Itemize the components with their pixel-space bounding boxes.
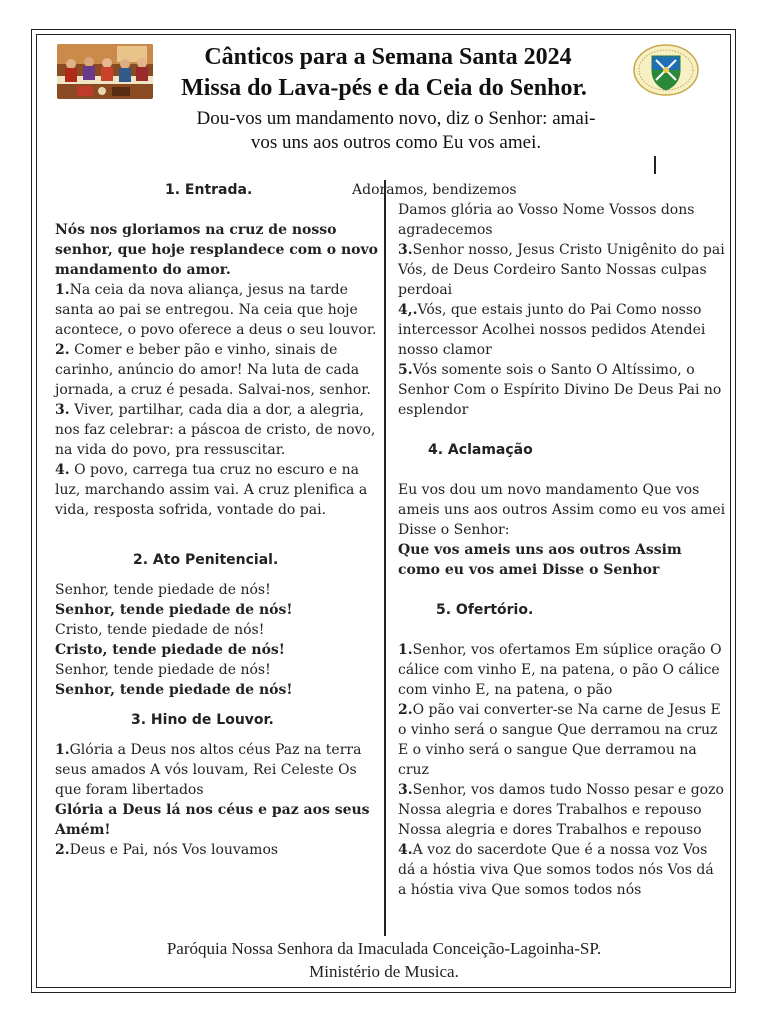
section-heading-entrada: 1. Entrada. (165, 182, 253, 198)
section-heading-aclamacao: 4. Aclamação (428, 442, 533, 458)
hino-verse-2: 2.Deus e Pai, nós Vos louvamos (55, 842, 279, 858)
entrada-verse-2: 2. Comer e beber pão e vinho, sinais de carinho, anúncio do amor! Na luta de cada jornada, a cruz é pesada. Salvai-nos, senhor. (55, 342, 371, 398)
entrada-verse-1: 1.Na ceia da nova aliança, jesus na tarde santa ao pai se entregou. Na ceia que hoje acontece, o povo oferece a deus o seu louvor. (55, 282, 377, 338)
left-column (55, 180, 387, 860)
subtitle-line2: vos uns aos outros como Eu vos amei. (250, 132, 542, 153)
hino-verse-1: 1.Glória a Deus nos altos céus Paz na terra seus amados A vós louvam, Rei Celeste Os que foram libertados (55, 742, 362, 798)
entrada-refrain: Nós nos gloriamos na cruz de nosso senhor, que hoje resplandece com o novo mandamento do amor. (55, 222, 378, 278)
aclamacao-refrain: Que vos ameis uns aos outros Assim como eu vos amei Disse o Senhor (398, 542, 682, 578)
penitencial-line-5: Senhor, tende piedade de nós! (55, 662, 271, 678)
hino-continuation-2: Damos glória ao Vosso Nome Vossos dons agradecemos (398, 202, 695, 238)
penitencial-line-3: Cristo, tende piedade de nós! (55, 622, 265, 638)
right-column (352, 180, 726, 900)
ofertorio-verse-1: 1.Senhor, vos ofertamos Em súplice oração O cálice com vinho E, na patena, o pão O cálice com vinho E, na patena, o pão (398, 642, 722, 698)
entrada-verse-3: 3. Viver, partilhar, cada dia a dor, a alegria, nos faz celebrar: a páscoa de cristo, de novo, na vida do povo, pra ressuscitar. (55, 402, 376, 458)
entrada-verse-4: 4. O povo, carrega tua cruz no escuro e na luz, marchando assim vai. A cruz plenifica a vida, resposta sofrida, vontade do pai. (55, 462, 368, 518)
section-heading-ato-penitencial: 2. Ato Penitencial. (133, 552, 279, 568)
hino-verse-4: 4,.Vós, que estais junto do Pai Como nosso intercessor Acolhei nossos pedidos Atendei nosso clamor (398, 302, 706, 358)
page-title-line2: Missa do Lava-pés e da Ceia do Senhor. (181, 75, 587, 101)
ofertorio-verse-2: 2.O pão vai converter-se Na carne de Jesus E o vinho será o sangue Que derramou na cruz E o vinho será o sangue Que derramou na cruz (398, 702, 721, 778)
section-heading-ofertorio: 5. Ofertório. (436, 602, 534, 618)
section-heading-hino-de-louvor: 3. Hino de Louvor. (131, 712, 274, 728)
page-title-line1: Cânticos para a Semana Santa 2024 (204, 44, 572, 70)
hino-continuation-1: Adoramos, bendizemos (352, 182, 517, 198)
page-subtitle (140, 107, 652, 155)
aclamacao-text: Eu vos dou um novo mandamento Que vos ameis uns aos outros Assim como eu vos amei Disse o Senhor: (398, 482, 726, 538)
ofertorio-verse-3: 3.Senhor, vos damos tudo Nosso pesar e gozo Nossa alegria e dores Trabalhos e repouso Nossa alegria e dores Trabalhos e repouso (398, 782, 724, 838)
footer-ministry: Ministério de Musica. (309, 962, 459, 981)
penitencial-line-2: Senhor, tende piedade de nós! (55, 602, 293, 618)
subtitle-line1: Dou-vos um mandamento novo, diz o Senhor: amai- (196, 108, 596, 129)
penitencial-line-4: Cristo, tende piedade de nós! (55, 642, 285, 658)
stray-mark (654, 156, 656, 174)
penitencial-line-6: Senhor, tende piedade de nós! (55, 682, 293, 698)
hino-refrain: Glória a Deus lá nos céus e paz aos seus Amém! (55, 802, 370, 838)
penitencial-line-1: Senhor, tende piedade de nós! (55, 582, 271, 598)
hino-verse-5: 5.Vós somente sois o Santo O Altíssimo, o Senhor Com o Espírito Divino De Deus Pai no esplendor (398, 362, 722, 418)
hino-verse-3: 3.Senhor nosso, Jesus Cristo Unigênito do pai Vós, de Deus Cordeiro Santo Nossas culpas perdoai (398, 242, 725, 298)
footer-parish: Paróquia Nossa Senhora da Imaculada Conceição-Lagoinha-SP. (166, 939, 602, 958)
ofertorio-verse-4: 4.A voz do sacerdote Que é a nossa voz Vos dá a hóstia viva Que somos todos nós Vos dá a hóstia viva Que somos todos nós (398, 842, 714, 898)
